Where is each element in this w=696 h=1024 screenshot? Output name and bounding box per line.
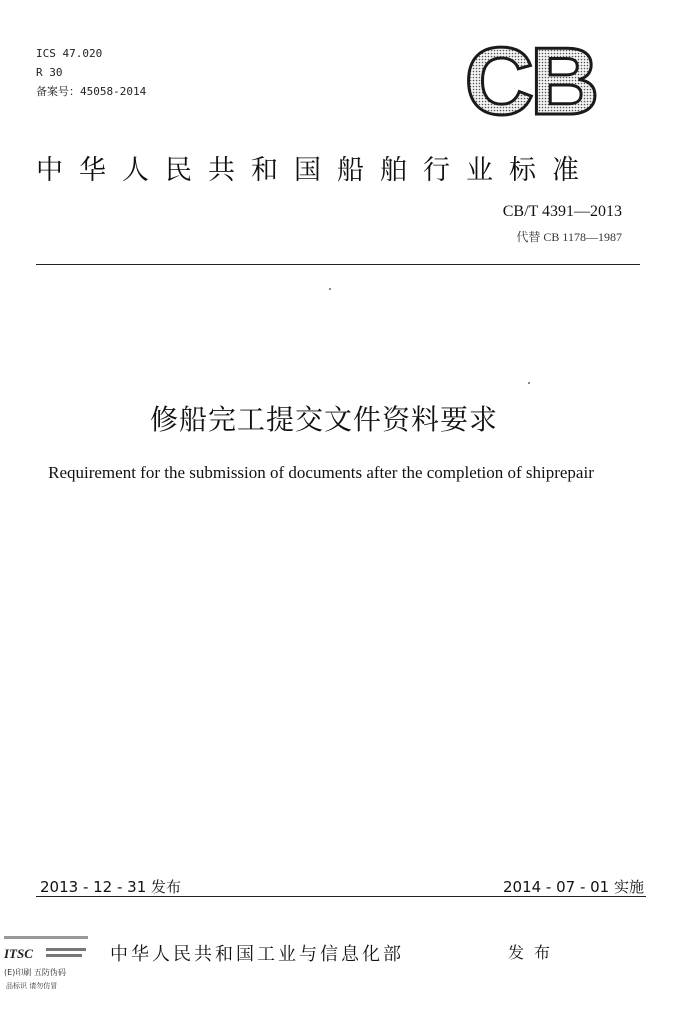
replaces-standard: 代替 CB 1178—1987: [516, 230, 622, 244]
issue-date: 2013 - 12 - 31 发布: [40, 878, 182, 896]
footer-rule: [36, 896, 646, 897]
ccs-code: R 30: [36, 66, 63, 79]
stamp-brand: ITSC: [4, 946, 33, 961]
scan-speck: [329, 288, 331, 290]
header-rule: [36, 264, 640, 265]
metadata-block: [36, 44, 146, 101]
publish-label: 发布: [508, 943, 561, 962]
document-title-cn: 修船完工提交文件资料要求: [149, 403, 498, 436]
organization-title: 中华人民共和国船舶行业标准: [36, 155, 595, 186]
standard-number: CB/T 4391—2013: [502, 203, 622, 220]
document-title-en: Requirement for the submission of documents after the completion of shiprepair: [48, 463, 594, 482]
issuing-authority: 中华人民共和国工业与信息化部: [110, 944, 404, 965]
cb-logo: [454, 40, 606, 122]
record-number: 备案号：45058-2014: [36, 85, 147, 98]
stamp-line-3: 品标识 请勿仿冒: [6, 982, 58, 990]
anti-counterfeit-stamp: [2, 930, 102, 992]
scan-speck: [528, 382, 530, 384]
logo-text: CB: [464, 40, 596, 122]
ics-code: ICS 47.020: [36, 47, 103, 60]
implementation-date: 2014 - 07 - 01 实施: [502, 878, 644, 896]
stamp-line-2: (E)印刷 五防伪码: [4, 968, 66, 977]
